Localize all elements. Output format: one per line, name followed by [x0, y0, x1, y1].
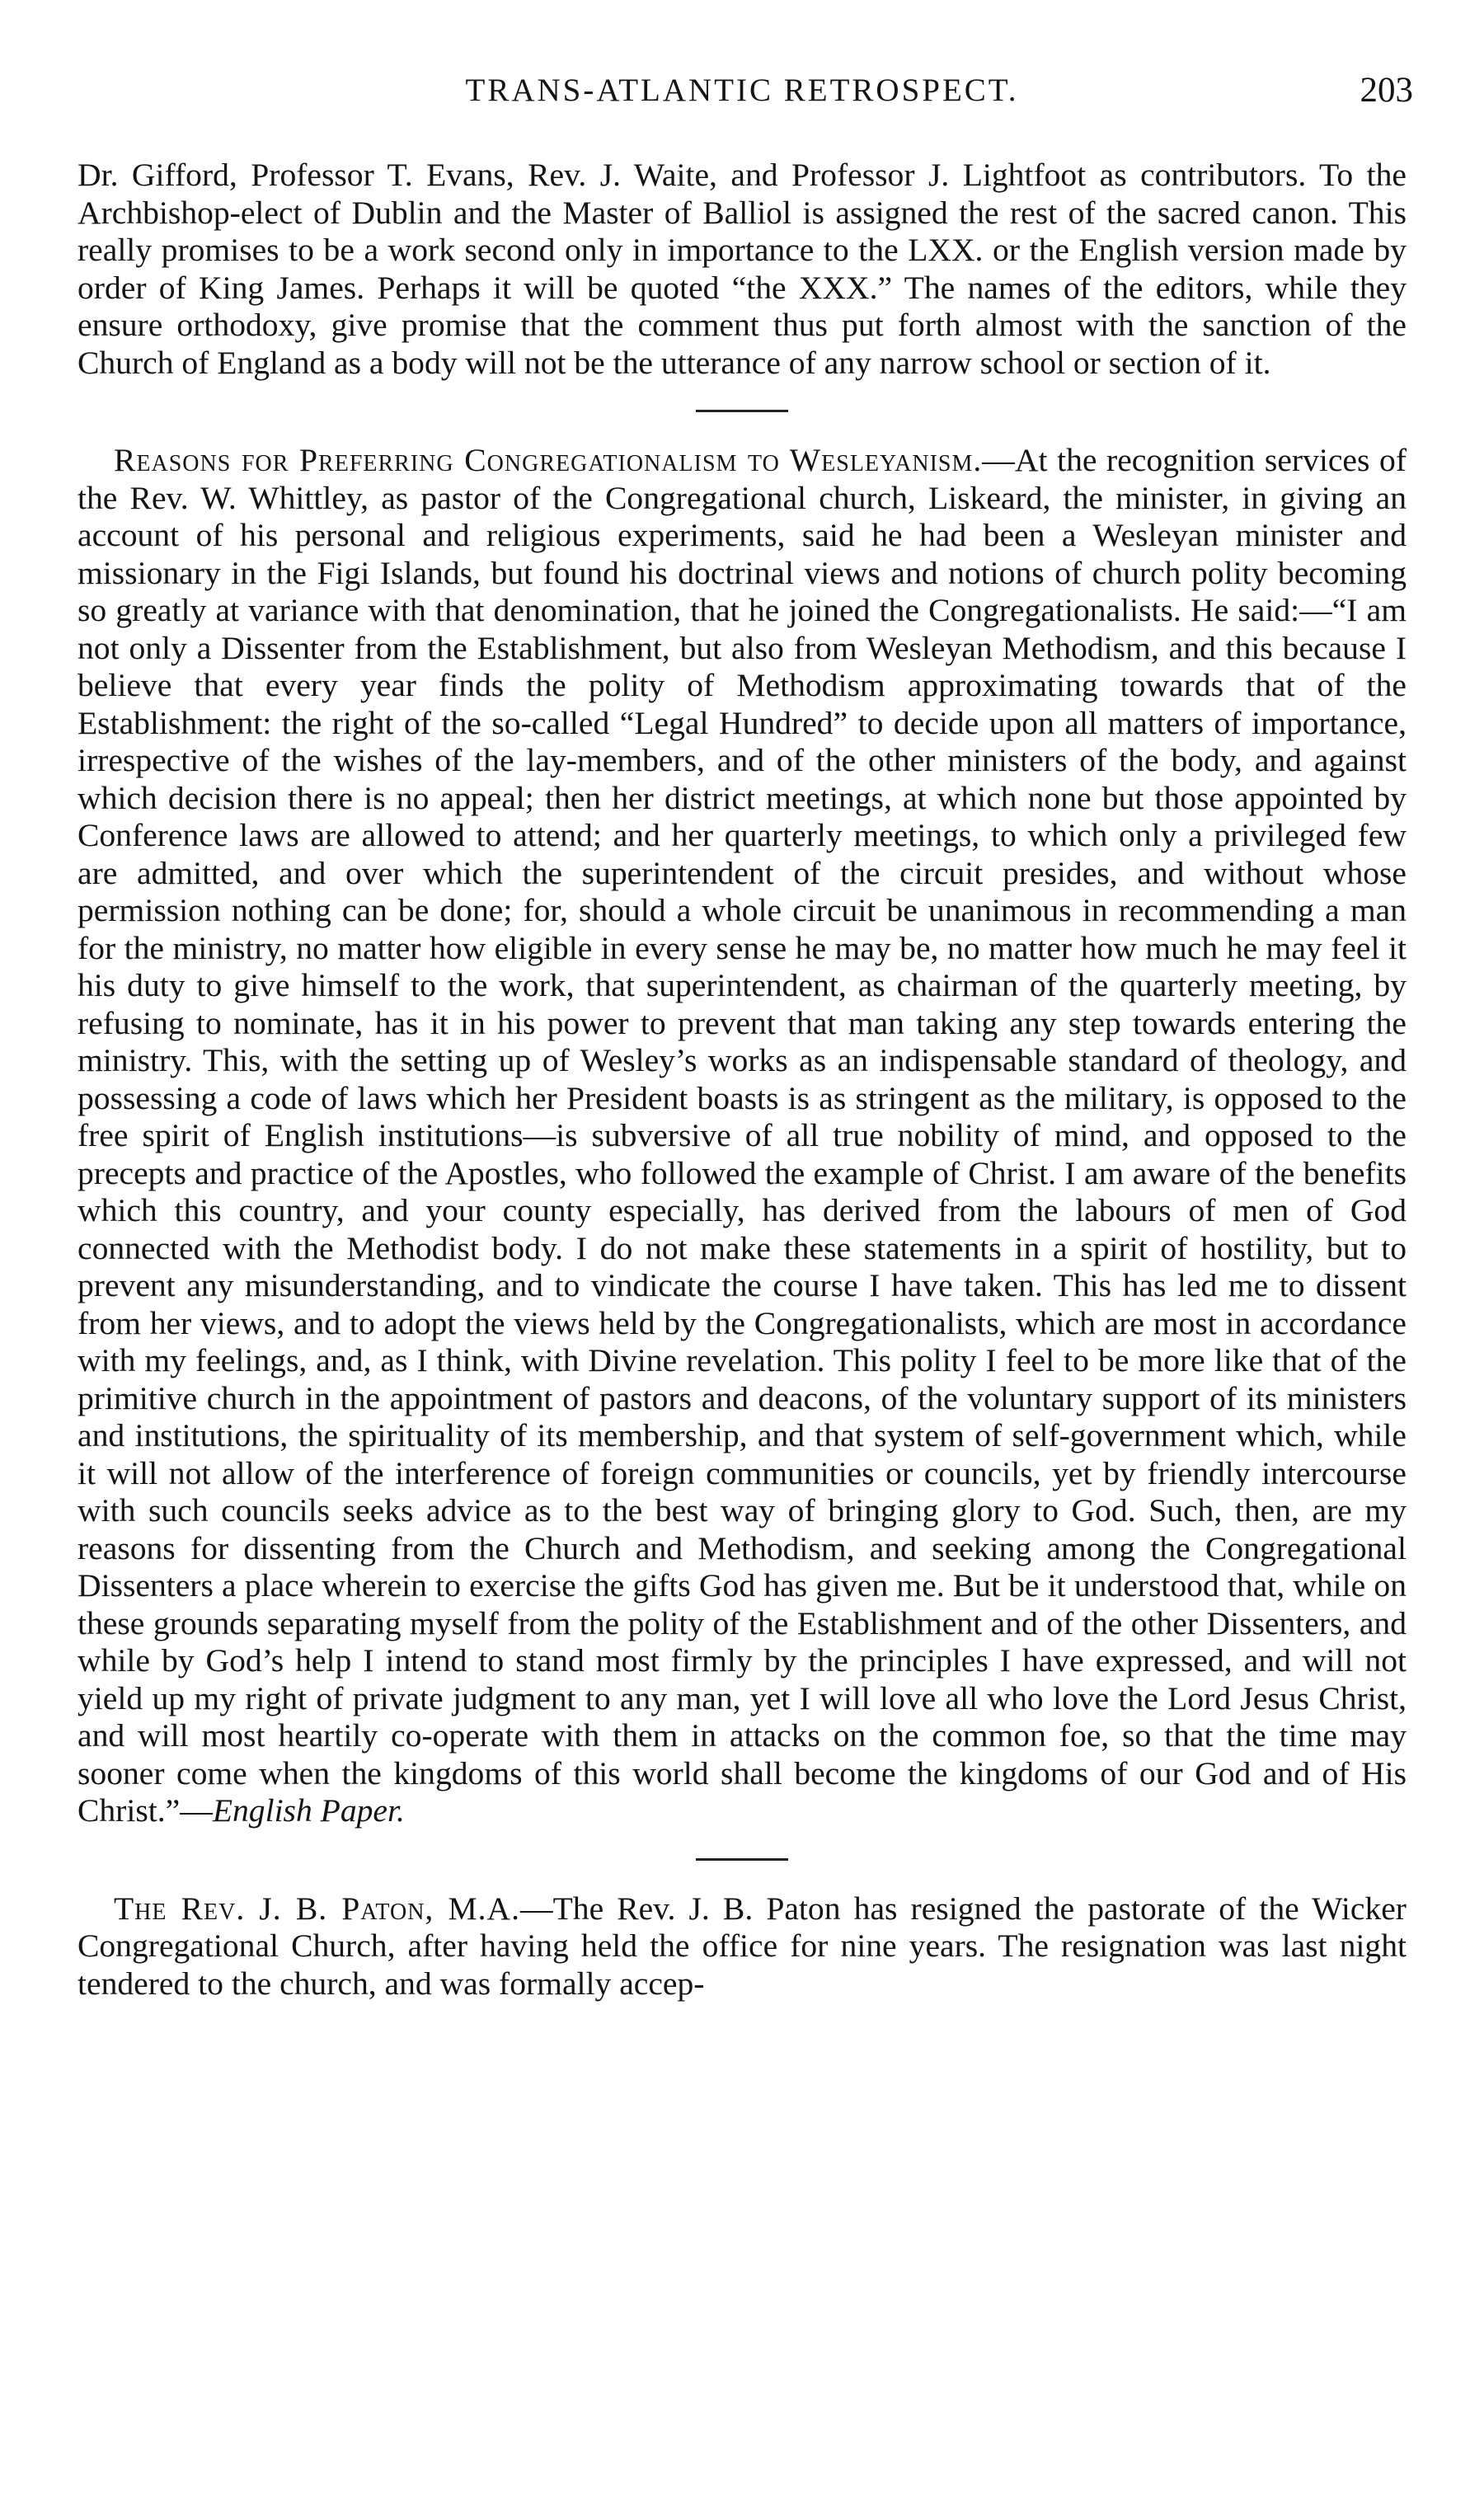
page-number: 203	[1360, 71, 1413, 110]
page-body	[77, 157, 1407, 2003]
section-divider	[696, 410, 788, 412]
section-heading-paton: The Rev. J. B. Paton, M.A.	[114, 1890, 521, 1927]
paragraph-continued-contributors: Dr. Gifford, Professor T. Evans, Rev. J. Waite, and Professor J. Lightfoot as contributors. To the Archbishop-elect of Dublin and the Master of Balliol is assigned the rest of the sacred canon. This really promises to be a work second only in importance to the LXX. or the English version made by order of King James. Perhaps it will be quoted “the XXX.” The names of the editors, while they ensure orthodoxy, give promise that the comment thus put forth almost with the sanction of the Church of England as a body will not be the utterance of any narrow school or section of it.	[77, 157, 1407, 381]
page-header	[0, 68, 1484, 117]
section-divider	[696, 1858, 788, 1861]
section-heading-congregationalism: Reasons for Preferring Congregationalism to Wesleyanism.	[114, 442, 983, 478]
paragraph-congregationalism	[77, 442, 1407, 1830]
running-head: TRANS-ATLANTIC RETROSPECT.	[465, 73, 1019, 108]
paragraph-congregationalism-body: —At the recognition services of the Rev. W. Whittley, as pastor of the Congregational church, Liskeard, the minister, in giving an account of his personal and religious experiments, said he had been a Wesleyan minister and missionary in the Figi Islands, but found his doctrinal views and notions of church polity becoming so greatly at variance with that denomination, that he joined the Congregationalists. He said:—“I am not only a Dissenter from the Establishment, but also from Wesleyan Methodism, and this because I believe that every year finds the polity of Methodism approximating towards that of the Establishment: the right of the so-called “Legal Hundred” to decide upon all matters of importance, irrespective of the wishes of the lay-members, and of the other ministers of the body, and against which decision there is no appeal; then her district meetings, at which none but those appointed by Conference laws are allowed to attend; and her quarterly meetings, to which only a privileged few are admitted, and over which the superintendent of the circuit presides, and without whose permission nothing can be done; for, should a whole circuit be unanimous in recommending a man for the ministry, no matter how eligible in every sense he may be, no matter how much he may feel it his duty to give himself to the work, that superintendent, as chairman of the quarterly meeting, by refusing to nominate, has it in his power to prevent that man taking any step towards entering the ministry. This, with the setting up of Wesley’s works as an indispensable standard of theology, and possessing a code of laws which her President boasts is as stringent as the military, is opposed to the free spirit of English institutions—is subversive of all true nobility of mind, and opposed to the precepts and practice of the Apostles, who followed the example of Christ. I am aware of the benefits which this country, and your county especially, has derived from the labours of men of God connected with the Methodist body. I do not make these statements in a spirit of hostility, but to prevent any misunderstanding, and to vindicate the course I have taken. This has led me to dissent from her views, and to adopt the views held by the Congregationalists, which are most in accordance with my feelings, and, as I think, with Divine revelation. This polity I feel to be more like that of the primitive church in the appointment of pastors and deacons, of the voluntary support of its ministers and institutions, the spirituality of its membership, and that system of self-government which, while it will not allow of the interference of foreign communities or councils, yet by friendly intercourse with such councils seeks advice as to the best way of bringing glory to God. Such, then, are my reasons for dissenting from the Church and Methodism, and seeking among the Congregational Dissenters a place wherein to exercise the gifts God has given me. But be it understood that, while on these grounds separating myself from the polity of the Establishment and of the other Dissenters, and while by God’s help I intend to stand most firmly by the principles I have expressed, and will not yield up my right of private judgment to any man, yet I will love all who love the Lord Jesus Christ, and will most heartily co-operate with them in attacks on the common foe, so that the time may sooner come when the kingdoms of this world shall become the kingdoms of our God and of His Christ.”—	[77, 442, 1407, 1829]
source-attribution: English Paper.	[212, 1792, 405, 1829]
paragraph-paton	[77, 1890, 1407, 2003]
paragraph-paton-body: —The Rev. J. B. Paton has resigned the pastorate of the Wicker Congregational Church, after having held the office for nine years. The resignation was last night tendered to the church, and was formally accep-	[77, 1890, 1407, 2002]
